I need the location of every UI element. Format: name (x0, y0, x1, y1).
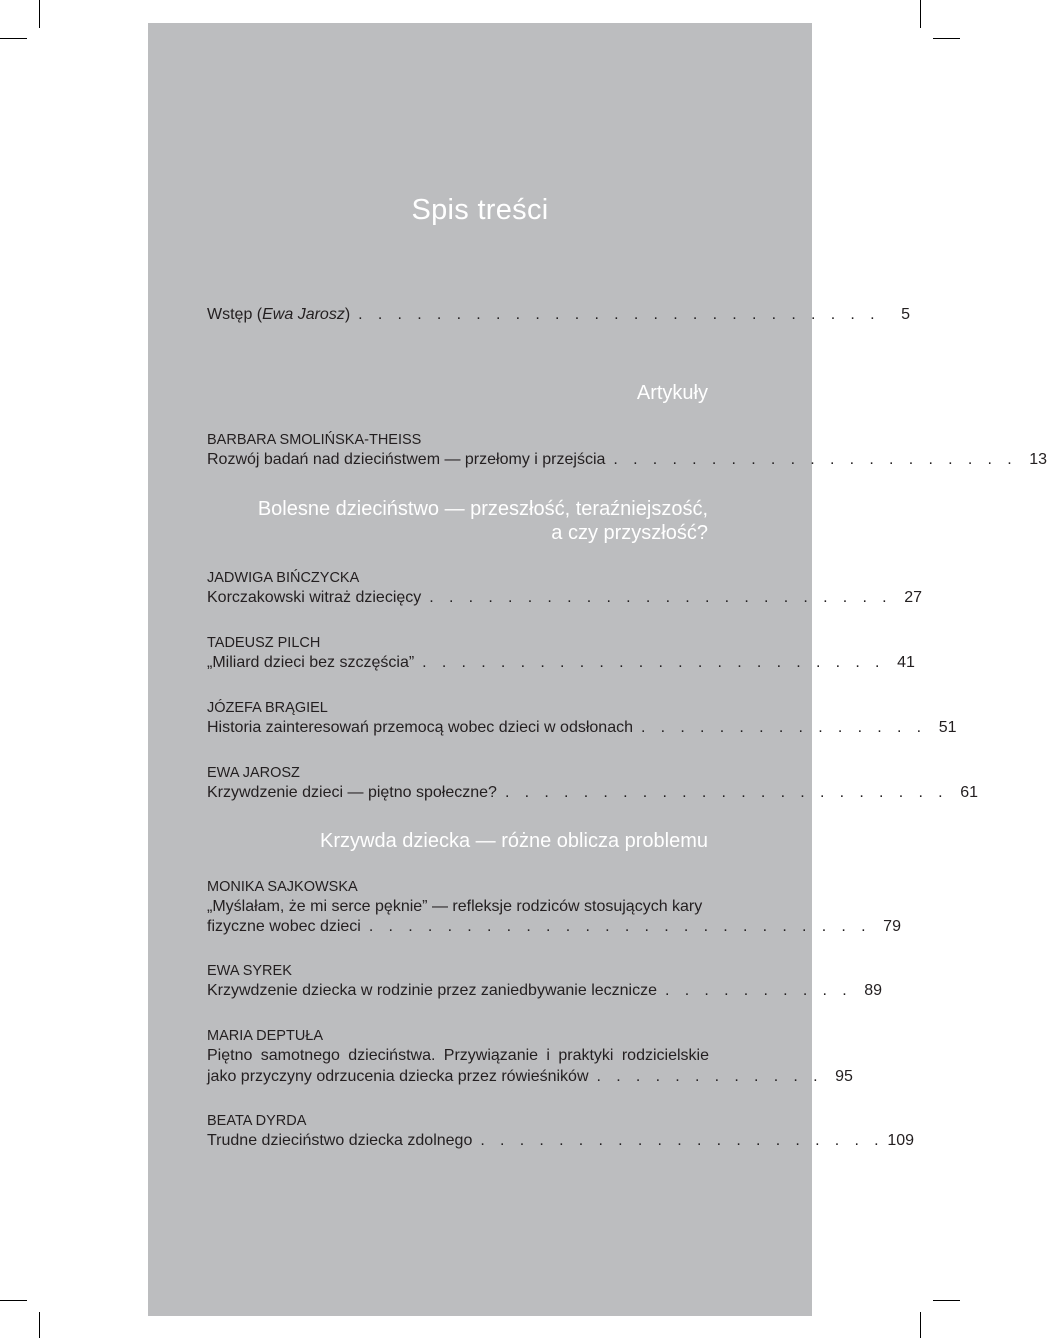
page-number: 61 (960, 784, 978, 801)
entry-title: Krzywdzenie dzieci — piętno społeczne? (207, 784, 497, 801)
page-number: 95 (835, 1068, 853, 1085)
entry-author: BARBARA SMOLIŃSKA-THEISS (207, 432, 422, 448)
entry-author: MARIA DEPTUŁA (207, 1028, 324, 1044)
dot-leader: . . . . . . . . . . . . . . . . . . . . . (613, 451, 1018, 468)
dot-leader: . . . . . . . . . . . . . . . . . . . . . . . . . . (368, 918, 871, 935)
entry-title: Rozwój badań nad dzieciństwem — przełomy i przejścia (207, 451, 606, 468)
entry-title-line: Piętno samotnego dzieciństwa. Przywiązanie i praktyki rodzicielskie (207, 1047, 709, 1064)
page-number: 51 (938, 719, 957, 736)
crop-mark (39, 1312, 40, 1338)
toc-entry[interactable] (207, 717, 957, 738)
toc-entry[interactable] (207, 449, 1047, 470)
crop-mark (920, 1312, 921, 1338)
entry-title: Korczakowski witraż dziecięcy (207, 589, 422, 606)
entry-author: JADWIGA BIŃCZYCKA (207, 570, 360, 586)
crop-mark (0, 38, 27, 39)
page-number: 13 (1029, 451, 1047, 468)
page-number: 79 (883, 918, 901, 935)
entry-title: Krzywdzenie dziecka w rodzinie przez zaniedbywanie lecznicze (207, 982, 657, 999)
section-title: Artykuły (636, 382, 708, 404)
page-title: Spis treści (411, 194, 549, 226)
dot-leader: . . . . . . . . . . (665, 982, 853, 999)
toc-entry[interactable] (207, 1066, 853, 1087)
dot-leader: . . . . . . . . . . . . . . . . . . . . . . . . (422, 654, 885, 671)
crop-mark (39, 0, 40, 28)
dot-leader: . . . . . . . . . . . . . . . . . . . . . (480, 1132, 885, 1149)
page-number: 41 (897, 654, 915, 671)
section-title: Krzywda dziecka — różne oblicza problemu (320, 830, 708, 852)
entry-title: jako przyczyny odrzucenia dziecka przez rówieśników (207, 1068, 589, 1085)
entry-title: Trudne dzieciństwo dziecka zdolnego (207, 1132, 473, 1149)
page-number: 89 (864, 982, 883, 999)
crop-mark (0, 1300, 27, 1301)
entry-title: „Miliard dzieci bez szczęścia” (207, 654, 415, 671)
entry-title: Historia zainteresowań przemocą wobec dzieci w odsłonach (207, 719, 633, 736)
crop-mark (933, 38, 960, 39)
entry-title: fizyczne wobec dzieci (207, 918, 361, 935)
entry-author: EWA JAROSZ (207, 765, 300, 781)
dot-leader: . . . . . . . . . . . . . . . . . . . . . . . . . . . (358, 306, 880, 323)
dot-leader: . . . . . . . . . . . . . . . (640, 719, 927, 736)
entry-title-line: „Myślałam, że mi serce pęknie” — refleksje rodziców stosujących kary (207, 898, 703, 915)
contents-panel (148, 23, 1047, 1316)
crop-mark (920, 0, 921, 28)
entry-author: EWA SYREK (207, 963, 292, 979)
entry-author: JÓZEFA BRĄGIEL (207, 700, 328, 716)
entry-title: Wstęp (Ewa Jarosz) (207, 306, 351, 323)
dot-leader: . . . . . . . . . . . . . . . . . . . . . . . . (429, 589, 893, 606)
section-title: Bolesne dzieciństwo — przeszłość, teraźniejszość, a czy przyszłość? (257, 498, 708, 544)
dot-leader: . . . . . . . . . . . . . . . . . . . . . . . (504, 784, 948, 801)
toc-entry[interactable] (207, 587, 923, 608)
entry-author: TADEUSZ PILCH (207, 635, 321, 651)
toc-entry[interactable] (207, 652, 915, 673)
page-number: 27 (904, 589, 923, 606)
toc-entry[interactable] (207, 916, 901, 937)
toc-entry[interactable] (207, 1130, 915, 1151)
crop-mark (933, 1300, 960, 1301)
page-number: 109 (887, 1132, 915, 1149)
page-number: 5 (901, 306, 910, 323)
entry-author: BEATA DYRDA (207, 1113, 307, 1129)
toc-entry-intro[interactable] (207, 304, 910, 325)
dot-leader: . . . . . . . . . . . . (596, 1068, 823, 1085)
toc-entry[interactable] (207, 782, 978, 803)
entry-author: MONIKA SAJKOWSKA (207, 879, 358, 895)
toc-entry[interactable] (207, 980, 883, 1001)
